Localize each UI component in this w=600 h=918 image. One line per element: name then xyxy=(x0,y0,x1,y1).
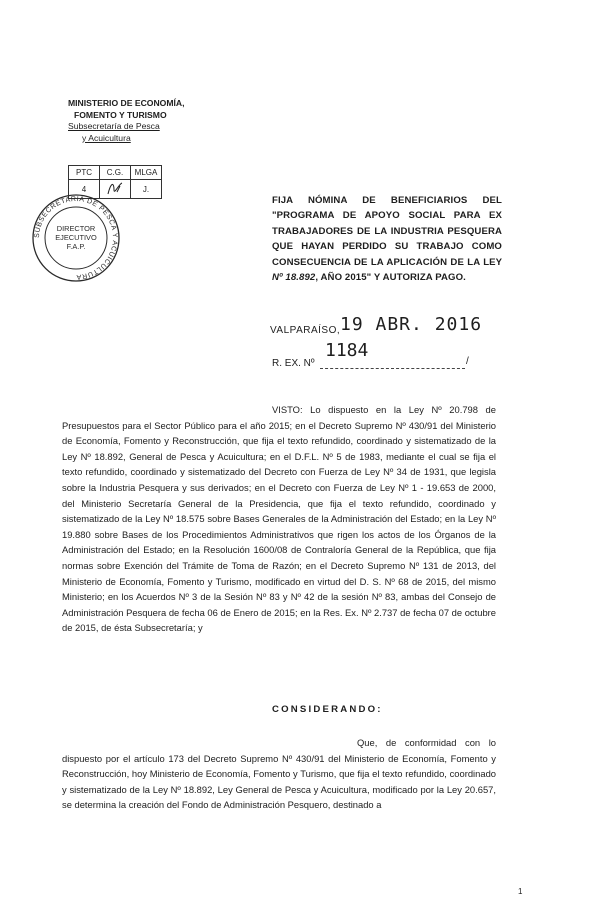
title-law: Nº 18.892 xyxy=(272,272,316,284)
resolution-title xyxy=(272,193,502,285)
stamp-center-line-1: DIRECTOR xyxy=(56,224,96,233)
routing-header-cell: PTC xyxy=(69,166,100,180)
routing-value-cell: J. xyxy=(131,180,162,199)
official-stamp xyxy=(26,193,126,283)
place-label: VALPARAÍSO, xyxy=(270,325,341,336)
page-number: 1 xyxy=(518,887,523,896)
resolution-prefix: R. EX. Nº xyxy=(272,358,315,369)
visto-paragraph: VISTO: Lo dispuesto en la Ley Nº 20.798 de Presupuestos para el Sector Público para el año 2015; en el Decreto Supremo Nº 430/91 del Ministerio de Economía, Fomento y Reconstrucción, que fija el texto refundido, coordinado y sistematizado de la Ley Nº 18.892, General de Pesca y Acuicultura; en el D.F.L. Nº 5 de 1983, mediante el cual se fija el texto refundido, coordinado y sistematizado del Decreto con Fuerza de Ley Nº 34 de 1931, que legisla sobre la Industria Pesquera y sus derivados; en el Decreto con Fuerza de Ley Nº 1 - 19.653 de 2000, del Ministerio Secretaría General de la Presidencia, que fija el texto refundido, coordinado y sistematizado de la Ley Nº 18.575 sobre Bases Generales de la Administración del Estado; en la Ley Nº 19.880 sobre Bases de los Procedimientos Administrativos que rigen los actos de los Órganos de la Administración del Estado; en la Resolución 1600/08 de Contraloría General de la República, que fija normas sobre Exención del Trámite de Toma de Razón; en el Decreto Supremo Nº 131 de 2013, del Ministerio de Economía, Fomento y Turismo, modificado en virtud del D. S. Nº 68 de 2015, del mismo Ministerio; en los Acuerdos Nº 3 de la Sesión Nº 83 y Nº 42 de la sesión Nº 83, ambas del Consejo de Administración Pesquera de fecha 06 de Enero de 2015; en la Res. Ex. Nº 2.737 de fecha 07 de octubre de 2015, de ésta Subsecretaría; y xyxy=(62,404,496,634)
ministry-line-1: MINISTERIO DE ECONOMÍA, xyxy=(68,98,185,108)
routing-header-cell: C.G. xyxy=(100,166,131,180)
considerando-heading: CONSIDERANDO: xyxy=(272,704,383,715)
routing-header-row xyxy=(69,166,162,180)
routing-header-cell: MLGA xyxy=(131,166,162,180)
resolution-number-line xyxy=(320,368,465,369)
ministry-line-2: FOMENTO Y TURISMO xyxy=(74,109,167,120)
stamp-ring-text: SUBSECRETARIA DE PESCA Y ACUICULTURA xyxy=(33,195,119,281)
resolution-number: 1184 xyxy=(325,340,369,361)
resolution-date-stamp: 19 ABR. 2016 xyxy=(340,314,483,335)
routing-value-cell: 4 xyxy=(69,180,100,199)
resolution-slash: / xyxy=(466,356,469,367)
ministry-header xyxy=(68,98,185,144)
stamp-center-line-2: EJECUTIVO xyxy=(55,233,97,242)
title-text: FIJA NÓMINA DE BENEFICIARIOS DEL "PROGRAMA DE APOYO SOCIAL PARA EX TRABAJADORES DE LA INDUSTRIA PESQUERA QUE HAYAN PERDIDO SU TRABAJO COMO CONSECUENCIA DE LA APLICACIÓN DE LA LEY xyxy=(272,195,502,268)
subsecretaria-line-1: Subsecretaría de Pesca xyxy=(68,121,160,131)
stamp-center-line-3: F.A.P. xyxy=(66,242,86,251)
considerando-paragraph: Que, de conformidad con lo dispuesto por el artículo 173 del Decreto Supremo Nº 430/91 del Ministerio de Economía, Fomento y Reconstrucción, hoy Ministerio de Economía, Fomento y Turismo, que fija el texto refundido, coordinado y sistematizado de la Ley Nº 18.892, Ley General de Pesca y Acuicultura, modificado por la Ley 20.657, se determina la creación del Fondo de Administración Pesquero, destinado a xyxy=(62,737,496,811)
title-suffix: , AÑO 2015" Y AUTORIZA PAGO. xyxy=(315,272,466,284)
subsecretaria-line-2: y Acuicultura xyxy=(82,132,131,143)
